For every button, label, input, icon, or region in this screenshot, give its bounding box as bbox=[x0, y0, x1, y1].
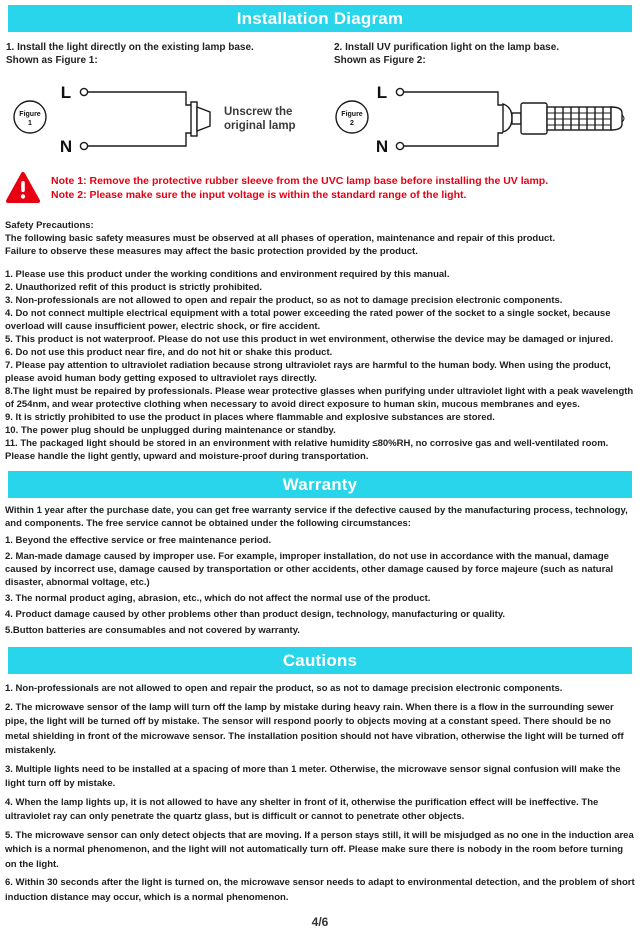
warranty-item: 4. Product damage caused by other problems other than product design, technology, manufacturing or quality. bbox=[5, 609, 506, 620]
figure-2-badge bbox=[336, 101, 368, 133]
safety-item: 7. Please pay attention to ultraviolet radiation because strong ultraviolet rays are harmful to the human body. When using the product, please avoid human body getting exposed to ultraviolet rays directly. bbox=[5, 360, 611, 384]
warning-notes bbox=[5, 169, 640, 207]
safety-intro-line1: The following basic safety measures must be observed at all phases of operation, maintenance and repair of this product. bbox=[5, 233, 556, 244]
section-header-cautions: Cautions bbox=[8, 647, 632, 674]
figure-2-diagram bbox=[320, 75, 640, 163]
neutral-terminal-node bbox=[80, 142, 87, 149]
live-wire bbox=[88, 92, 191, 105]
cautions-section bbox=[5, 682, 635, 905]
live-wire bbox=[404, 92, 503, 105]
wiring-figures bbox=[0, 75, 640, 163]
step-1 bbox=[6, 41, 320, 67]
caution-item: 2. The microwave sensor of the lamp will turn off the lamp by mistake during heavy rain. When there is a flow in the surrounding sewer pipe, the light will be turned off by mistake. The sensor will respond poorly to objects moving at a constant speed. There should be no metal shielding in front of the microwave sensor. The installation position should not have vibration, otherwise the light will be turned off mistakenly. bbox=[5, 701, 624, 756]
warranty-section bbox=[5, 504, 635, 637]
neutral-terminal-node bbox=[396, 142, 403, 149]
figure-1-diagram bbox=[0, 75, 320, 163]
warranty-item: 3. The normal product aging, abrasion, etc., which do not affect the normal use of the product. bbox=[5, 593, 431, 604]
spacer bbox=[5, 258, 635, 268]
safety-item: 8.The light must be repaired by professionals. Please wear protective glasses when purifying under ultraviolet light with a peak wavelength of 254nm, and wear protective clothing when necessary to avoid direct exposure to human skin, mucous membranes and eyes. bbox=[5, 386, 634, 410]
note-1: Note 1: Remove the protective rubber sleeve from the UVC lamp base before installing the UV lamp. bbox=[51, 175, 549, 187]
safety-item: 6. Do not use this product near fire, and do not hit or shake this product. bbox=[5, 347, 333, 358]
safety-item: 11. The packaged light should be stored in an environment with relative humidity ≤80%RH, no corrosive gas and well-ventilated room. Please handle the light gently, upward and moisture-proof during transportation. bbox=[5, 438, 609, 462]
manual-page bbox=[0, 5, 640, 937]
safety-precautions-section bbox=[5, 219, 635, 463]
warning-notes-text bbox=[51, 174, 548, 202]
neutral-terminal-label: N bbox=[59, 137, 73, 156]
safety-item: 2. Unauthorized refit of this product is strictly prohibited. bbox=[5, 282, 263, 293]
neutral-terminal-label: N bbox=[375, 137, 389, 156]
unscrew-caption-line2: original lamp bbox=[224, 120, 296, 132]
live-terminal-node bbox=[80, 88, 87, 95]
section-header-warranty: Warranty bbox=[8, 471, 632, 498]
live-terminal-node bbox=[396, 88, 403, 95]
warranty-intro: Within 1 year after the purchase date, you can get free warranty service if the defective caused by the manufacturing process, technology, and components. The free service cannot be obtained under the following circumstances: bbox=[5, 505, 628, 529]
note-2: Note 2: Please make sure the input voltage is within the standard range of the light. bbox=[51, 189, 467, 201]
figure-1-label: Figure bbox=[19, 111, 41, 118]
warranty-items bbox=[5, 534, 635, 637]
neutral-wire bbox=[404, 133, 503, 146]
safety-heading: Safety Precautions: bbox=[5, 220, 94, 231]
neutral-wire bbox=[88, 133, 191, 146]
step-1-caption: Shown as Figure 1: bbox=[6, 55, 98, 66]
installation-steps bbox=[6, 41, 634, 67]
step-2-caption: Shown as Figure 2: bbox=[334, 55, 426, 66]
warning-triangle-icon bbox=[5, 170, 41, 206]
lamp-base-icon bbox=[191, 102, 210, 136]
live-terminal-label: L bbox=[376, 83, 388, 102]
safety-item: 5. This product is not waterproof. Please do not use this product in wet environment, otherwise the device may be damaged or injured. bbox=[5, 334, 614, 345]
caution-item: 3. Multiple lights need to be installed at a spacing of more than 1 meter. Otherwise, the microwave sensor signal confusion will make the light turn off by mistake. bbox=[5, 763, 621, 789]
warranty-item: 5.Button batteries are consumables and not covered by warranty. bbox=[5, 625, 300, 636]
safety-item: 4. Do not connect multiple electrical equipment with a total power exceeding the rated power of the socket to a single socket, because overload will cause insufficient power, electric shock, or fire accident. bbox=[5, 308, 611, 332]
figure-2-number: 2 bbox=[350, 120, 354, 127]
caution-item: 6. Within 30 seconds after the light is turned on, the microwave sensor needs to adapt to environmental detection, and the problem of short induction distance may occur, which is a normal phenomenon. bbox=[5, 877, 635, 903]
caution-item: 5. The microwave sensor can only detect objects that are moving. If a person stays still, it will be misjudged as no one in the induction area which is a normal phenomenon, and the light will not automatically turn off. Please make sure there is nobody in the room before turning on the light. bbox=[5, 829, 634, 870]
safety-item: 10. The power plug should be unplugged during maintenance or standby. bbox=[5, 425, 336, 436]
live-terminal-label: L bbox=[60, 83, 72, 102]
caution-item: 1. Non-professionals are not allowed to open and repair the product, so as not to damage precision electronic components. bbox=[5, 683, 563, 694]
figure-1-badge bbox=[14, 101, 46, 133]
safety-intro-line2: Failure to observe these measures may affect the basic protection provided by the product. bbox=[5, 246, 418, 257]
safety-item: 1. Please use this product under the working conditions and environment required by this manual. bbox=[5, 269, 450, 280]
uv-lamp-icon bbox=[503, 103, 624, 134]
warranty-item: 2. Man-made damage caused by improper use. For example, improper installation, do not use in accordance with the manual, damage caused by incorrect use, damage caused by transportation or other accidents, other damage caused by force majeure (such as natural disaster, abnormal voltage, etc.) bbox=[5, 551, 614, 588]
page-number: 4/6 bbox=[311, 915, 329, 929]
unscrew-caption-line1: Unscrew the bbox=[224, 106, 293, 118]
figure-2-label: Figure bbox=[341, 111, 363, 118]
step-2-text: 2. Install UV purification light on the lamp base. bbox=[334, 42, 560, 53]
caution-item: 4. When the lamp lights up, it is not allowed to have any shelter in front of it, otherwise the purification effect will be ineffective. The ultraviolet ray can only penetrate the quartz glass, but is difficult or cannot to penetrate other objects. bbox=[5, 796, 599, 822]
safety-item: 3. Non-professionals are not allowed to open and repair the product, so as not to damage precision electronic components. bbox=[5, 295, 563, 306]
warranty-item: 1. Beyond the effective service or free maintenance period. bbox=[5, 535, 272, 546]
step-1-text: 1. Install the light directly on the existing lamp base. bbox=[6, 42, 254, 53]
section-header-installation: Installation Diagram bbox=[8, 5, 632, 32]
safety-item: 9. It is strictly prohibited to use the product in places where flammable and explosive substances are stored. bbox=[5, 412, 495, 423]
step-2 bbox=[320, 41, 634, 67]
figure-1-number: 1 bbox=[28, 120, 32, 127]
